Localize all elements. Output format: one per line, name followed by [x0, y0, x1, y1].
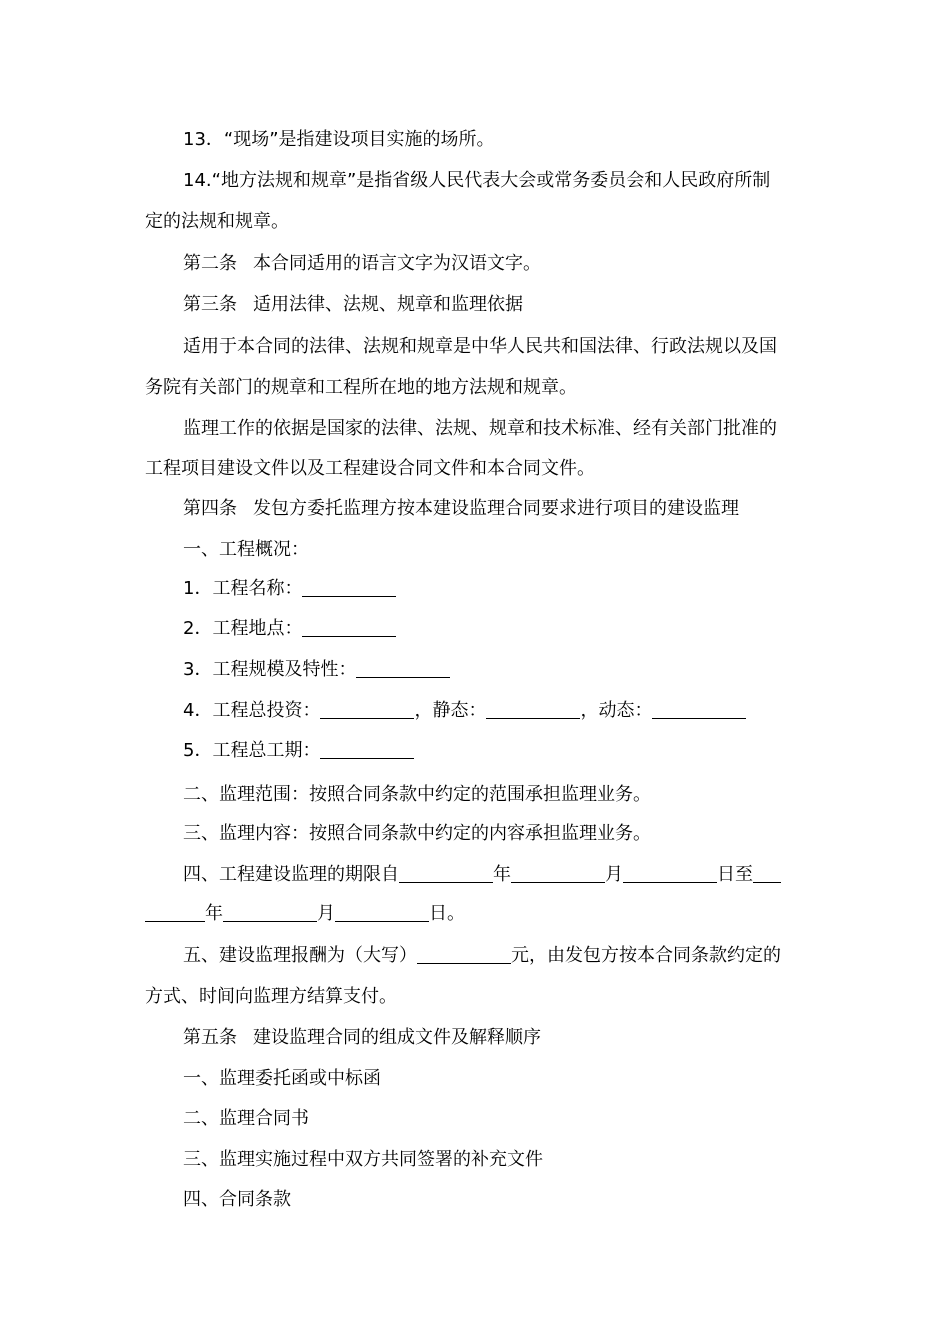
document-item-3: 三、监理实施过程中双方共同签署的补充文件 [183, 1149, 543, 1170]
section-fee [183, 944, 810, 968]
project-name-blank[interactable] [302, 578, 396, 597]
end-year-blank-part1[interactable] [753, 864, 781, 883]
start-month-unit: 月 [605, 864, 623, 885]
item-total-duration [183, 739, 810, 763]
fee-text: 元，由发包方按本合同条款约定的 [511, 945, 781, 966]
section-scope: 二、监理范围：按照合同条款中约定的范围承担监理业务。 [183, 784, 651, 805]
end-year-blank-part2[interactable] [145, 903, 205, 922]
project-scale-blank[interactable] [356, 659, 450, 678]
article-3 [183, 293, 810, 317]
section-fee-cont: 方式、时间向监理方结算支付。 [145, 986, 397, 1007]
paragraph-basis: 监理工作的依据是国家的法律、法规、规章和技术标准、经有关部门批准的 [183, 418, 777, 439]
end-month-blank[interactable] [223, 903, 317, 922]
total-duration-blank[interactable] [320, 740, 414, 759]
static-investment-blank[interactable] [486, 700, 580, 719]
article-5 [183, 1026, 810, 1050]
article-3-label: 第三条 [183, 294, 237, 315]
article-5-label: 第五条 [183, 1027, 237, 1048]
item-project-name-label: 1．工程名称： [183, 578, 303, 599]
document-item-2: 二、监理合同书 [183, 1108, 309, 1129]
section-period [183, 863, 810, 887]
start-month-blank[interactable] [511, 864, 605, 883]
article-4 [183, 497, 810, 521]
fee-label: 五、建设监理报酬为（大写） [183, 945, 417, 966]
start-year-blank[interactable] [399, 864, 493, 883]
project-location-blank[interactable] [302, 618, 396, 637]
item-project-location [183, 617, 810, 641]
item-project-scale [183, 658, 810, 682]
end-year-unit: 年 [205, 903, 223, 924]
paragraph-laws: 适用于本合同的法律、法规和规章是中华人民共和国法律、行政法规以及国 [183, 336, 777, 357]
item-total-investment-label: 4．工程总投资： [183, 700, 321, 721]
fee-amount-blank[interactable] [417, 945, 511, 964]
section-overview: 一、工程概况： [183, 539, 309, 560]
definition-14: 14.“地方法规和规章”是指省级人民代表大会或常务委员会和人民政府所制 [183, 170, 771, 191]
item-project-location-label: 2．工程地点： [183, 618, 303, 639]
definition-14-cont: 定的法规和规章。 [145, 211, 289, 232]
article-4-label: 第四条 [183, 498, 237, 519]
article-5-text: 建设监理合同的组成文件及解释顺序 [253, 1027, 541, 1048]
item-project-scale-label: 3．工程规模及特性： [183, 659, 357, 680]
article-2-text: 本合同适用的语言文字为汉语文字。 [253, 253, 541, 274]
start-day-blank[interactable] [623, 864, 717, 883]
article-3-text: 适用法律、法规、规章和监理依据 [253, 294, 523, 315]
document-item-1: 一、监理委托函或中标函 [183, 1068, 381, 1089]
start-year-unit: 年 [493, 864, 511, 885]
period-label: 四、工程建设监理的期限自 [183, 864, 399, 885]
start-day-unit: 日至 [717, 864, 753, 885]
item-project-name [183, 577, 810, 601]
item-total-investment [183, 699, 810, 723]
end-month-unit: 月 [317, 903, 335, 924]
static-label: ，静态： [414, 700, 487, 721]
paragraph-basis-cont: 工程项目建设文件以及工程建设合同文件和本合同文件。 [145, 458, 595, 479]
article-4-text: 发包方委托监理方按本建设监理合同要求进行项目的建设监理 [253, 498, 739, 519]
article-2-label: 第二条 [183, 253, 237, 274]
article-2 [183, 252, 810, 276]
definition-13: 13．“现场”是指建设项目实施的场所。 [183, 129, 495, 150]
dynamic-investment-blank[interactable] [652, 700, 746, 719]
document-item-4: 四、合同条款 [183, 1189, 291, 1210]
section-content: 三、监理内容：按照合同条款中约定的内容承担监理业务。 [183, 823, 651, 844]
paragraph-laws-cont: 务院有关部门的规章和工程所在地的地方法规和规章。 [145, 377, 577, 398]
end-day-unit: 日。 [429, 903, 465, 924]
end-day-blank[interactable] [335, 903, 429, 922]
total-investment-blank[interactable] [320, 700, 414, 719]
item-total-duration-label: 5．工程总工期： [183, 740, 321, 761]
section-period-cont [145, 902, 810, 926]
dynamic-label: ，动态： [580, 700, 653, 721]
